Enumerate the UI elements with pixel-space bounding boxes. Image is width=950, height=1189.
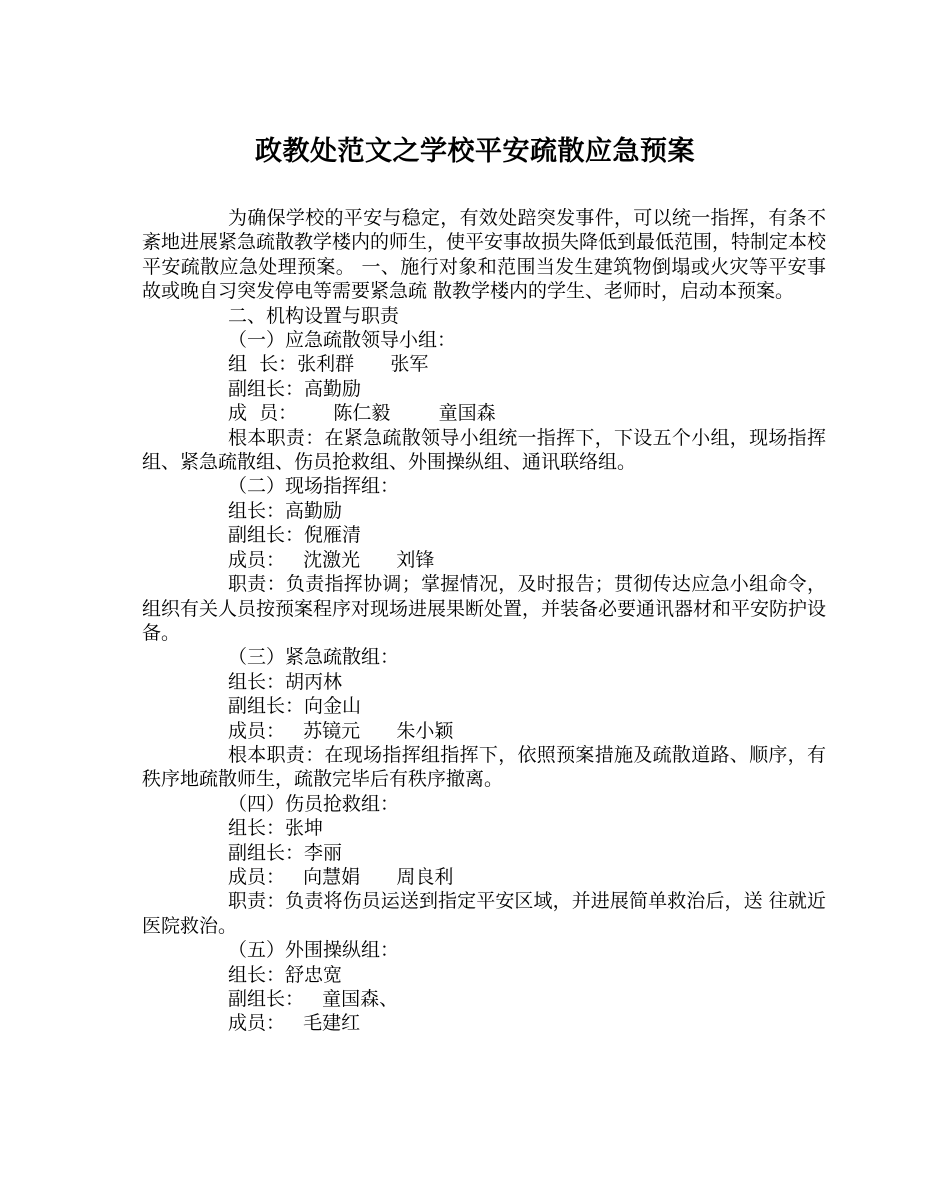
group-heading-leadership: （一）应急疏散领导小组：	[228, 329, 457, 352]
section-heading-organization: 二、机构设置与职责	[228, 304, 400, 327]
command-duties-paragraph: 职责：负责指挥协调；掌握情况，及时报告；贯彻传达应急小组命令，组织有关人员按预案程序对现场进展果断处置，并装备必要通讯器材和平安防护设备。	[142, 573, 827, 644]
leadership-deputy-line: 副组长：高勤励	[228, 377, 362, 400]
leadership-duties-paragraph: 根本职责：在紧急疏散领导小组统一指挥下，下设五个小组，现场指挥组、紧急疏散组、伤员抢救组、外围操纵组、通讯联络组。	[142, 426, 826, 474]
evacuation-members-line: 成员： 苏镜元 朱小颖	[228, 719, 454, 742]
leadership-leader-line: 组 长：张利群 张军	[228, 353, 429, 376]
evacuation-duties-paragraph: 根本职责：在现场指挥组指挥下，依照预案措施及疏散道路、顺序，有秩序地疏散师生，疏散完毕后有秩序撤离。	[142, 743, 826, 791]
command-leader-line: 组长：高勤励	[228, 499, 343, 522]
group-heading-perimeter: （五）外围操纵组：	[228, 939, 400, 962]
intro-paragraph: 为确保学校的平安与稳定，有效处踣突发事件，可以统一指挥，有条不紊地进展紧急疏散教学楼内的师生，使平安事故损失降低到最低范围，特制定本校平安疏散应急处理预案。 一、施行对象和范围当发生建筑物倒塌或火灾等平安事故或晚自习突发停电等需要紧急疏 散教学楼内的学生、老师时，启动本预案。	[142, 207, 827, 303]
perimeter-members-line: 成员： 毛建红	[228, 1012, 361, 1035]
group-heading-command: （二）现场指挥组：	[228, 475, 400, 498]
rescue-members-line: 成员： 向慧娟 周良利	[228, 865, 454, 888]
evacuation-leader-line: 组长：胡丙林	[228, 670, 343, 693]
rescue-duties-paragraph: 职责：负责将伤员运送到指定平安区域，并进展简单救治后，送 往就近医院救治。	[142, 890, 826, 937]
rescue-leader-line: 组长：张坤	[228, 817, 324, 840]
document-body	[142, 206, 826, 1036]
rescue-deputy-line: 副组长：李丽	[228, 841, 343, 864]
command-deputy-line: 副组长：倪雁清	[228, 524, 362, 547]
evacuation-deputy-line: 副组长：向金山	[228, 695, 362, 718]
group-heading-evacuation: （三）紧急疏散组：	[228, 646, 400, 669]
leadership-members-line: 成 员： 陈仁毅 童国森	[228, 402, 496, 425]
perimeter-deputy-line: 副组长： 童国森、	[228, 988, 399, 1010]
document-title: 政教处范文之学校平安疏散应急预案	[255, 136, 695, 167]
command-members-line: 成员： 沈激光 刘锋	[228, 548, 435, 571]
perimeter-leader-line: 组长：舒忠宽	[228, 963, 343, 986]
group-heading-rescue: （四）伤员抢救组：	[228, 792, 400, 815]
